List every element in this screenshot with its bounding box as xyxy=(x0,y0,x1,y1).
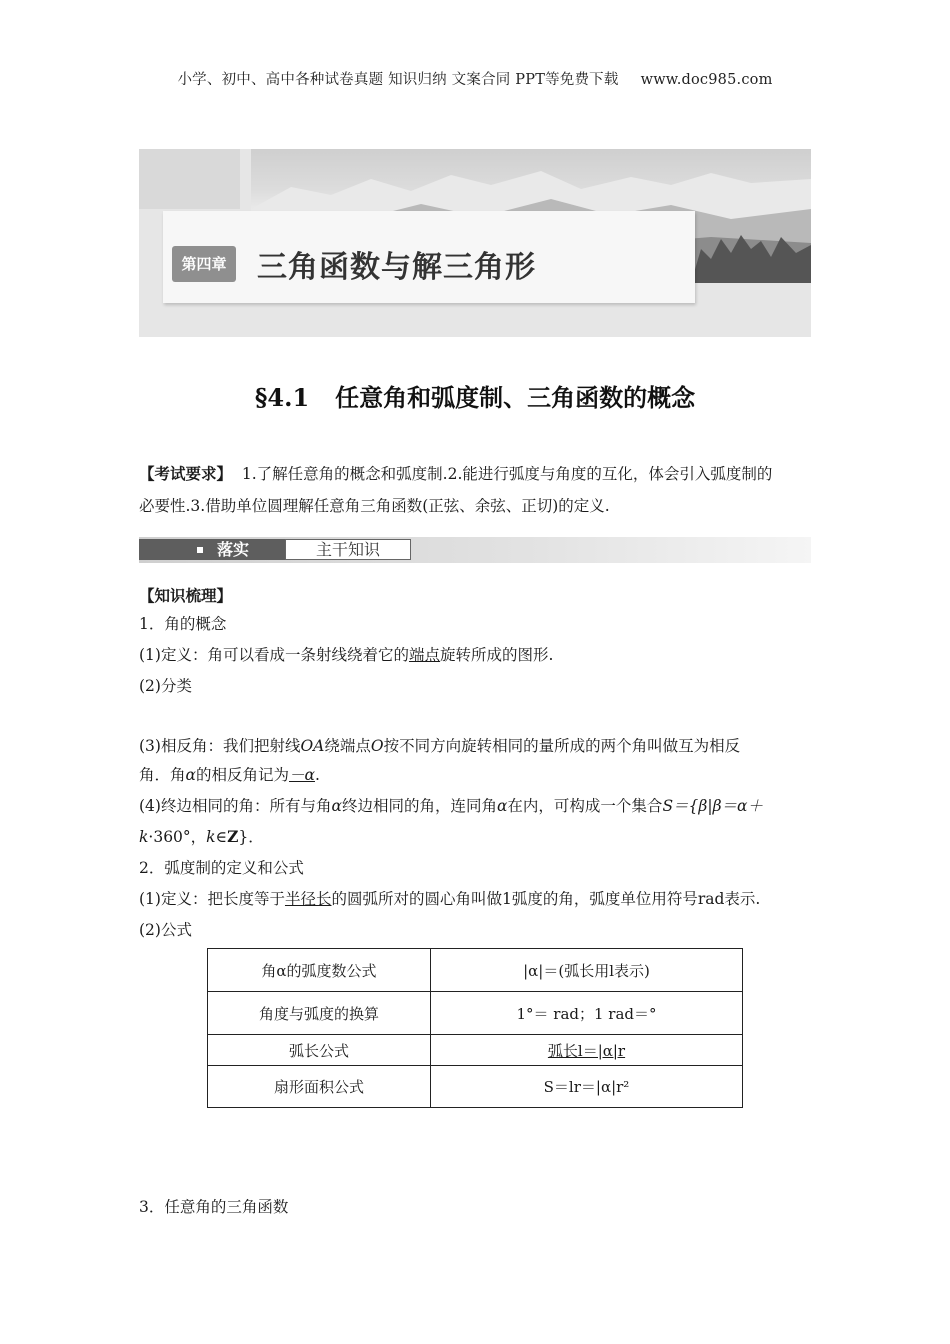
math-set-z: Z xyxy=(227,827,239,846)
chapter-banner xyxy=(139,149,811,337)
table-cell-formula: |α|＝(弧长用l表示) xyxy=(431,949,743,992)
bar-dark-text: 落实 xyxy=(217,540,250,559)
text: (4)终边相同的角：所有与角 xyxy=(139,797,332,815)
table-cell-name: 角度与弧度的换算 xyxy=(208,992,431,1035)
site-header xyxy=(0,68,950,89)
section-bar xyxy=(139,537,811,563)
table-row xyxy=(208,1066,743,1108)
coterminal-line2 xyxy=(139,826,264,848)
math-var: α xyxy=(496,797,508,815)
table-row xyxy=(208,992,743,1035)
section-title-text: 任意角和弧度制、三角函数的概念 xyxy=(335,383,696,412)
section-number: §4.1 xyxy=(254,383,310,412)
text: }． xyxy=(238,828,264,846)
text: (1)定义：角可以看成一条射线绕着它的 xyxy=(139,646,409,664)
underlined-answer: 半径长 xyxy=(284,890,332,908)
bar-light-label: 主干知识 xyxy=(285,539,411,560)
text: 在内，可构成一个集合 xyxy=(507,797,663,815)
angle-classification: (2)分类 xyxy=(139,677,192,695)
chapter-title: 三角函数与解三角形 xyxy=(257,250,536,285)
opposite-angle-line2 xyxy=(139,764,320,786)
knowledge-heading: 【知识梳理】 xyxy=(139,587,233,605)
chapter-badge: 第四章 xyxy=(172,246,236,282)
text: (1)定义：把长度等于 xyxy=(139,890,285,908)
angle-definition xyxy=(139,644,553,666)
header-url[interactable]: www.doc985.com xyxy=(640,72,773,88)
math-var: O xyxy=(370,737,384,755)
text: ·360°， xyxy=(148,828,207,846)
coterminal-line1 xyxy=(139,795,763,817)
underlined-answer: 端点 xyxy=(408,646,440,664)
math-var: k xyxy=(206,828,216,846)
subsection-2: 2．弧度制的定义和公式 xyxy=(139,859,304,877)
math-var: α xyxy=(185,766,196,784)
text: ∈ xyxy=(215,828,228,846)
math-var: k xyxy=(139,828,149,846)
requirements-label: 【考试要求】 xyxy=(139,465,233,483)
table-row xyxy=(208,949,743,992)
table-cell-name: 角α的弧度数公式 xyxy=(208,949,431,992)
table-row xyxy=(208,1035,743,1066)
math-var: OA xyxy=(300,737,325,755)
table-cell-formula: 弧长l＝|α|r xyxy=(431,1035,743,1066)
exam-requirements-line2: 必要性.3.借助单位圆理解任意角三角函数(正弦、余弦、正切)的定义. xyxy=(139,497,610,515)
table-cell-formula: 1°＝ rad；1 rad＝° xyxy=(431,992,743,1035)
text: 按不同方向旋转相同的量所成的两个角叫做互为相反 xyxy=(383,737,741,755)
square-bullet-icon xyxy=(197,547,203,553)
text: 绕端点 xyxy=(324,737,371,755)
header-text: 小学、初中、高中各种试卷真题 知识归纳 文案合同 PPT等免费下载 xyxy=(177,72,619,88)
text: 角．角 xyxy=(139,766,186,784)
opposite-angle-line1 xyxy=(139,735,740,757)
subsection-3: 3．任意角的三角函数 xyxy=(139,1198,289,1216)
radian-definition xyxy=(139,888,760,910)
table-cell-name: 弧长公式 xyxy=(208,1035,431,1066)
math-set: S＝{β|β＝α＋ xyxy=(662,797,764,815)
formula-heading: (2)公式 xyxy=(139,921,192,939)
banner-left-tab xyxy=(139,149,240,209)
text: 的相反角记为 xyxy=(195,766,289,784)
requirements-text-1: 1.了解任意角的概念和弧度制.2.能进行弧度与角度的互化，体会引入弧度制的 xyxy=(241,465,773,483)
text: 旋转所成的图形. xyxy=(439,646,554,664)
section-title xyxy=(0,378,950,413)
table-cell-name: 扇形面积公式 xyxy=(208,1066,431,1108)
text: 的圆弧所对的圆心角叫做1弧度的角，弧度单位用符号rad表示. xyxy=(331,890,761,908)
exam-requirements-line1 xyxy=(139,463,772,485)
table-cell-formula: S＝lr＝|α|r² xyxy=(431,1066,743,1108)
formula-table xyxy=(207,948,743,1108)
math-var: α xyxy=(331,797,342,815)
bar-dark-label xyxy=(139,539,285,560)
subsection-1: 1．角的概念 xyxy=(139,615,227,633)
text: 终边相同的角，连同角 xyxy=(341,797,497,815)
underlined-answer: －α xyxy=(289,766,315,784)
text: . xyxy=(314,766,320,784)
text: (3)相反角：我们把射线 xyxy=(139,737,301,755)
